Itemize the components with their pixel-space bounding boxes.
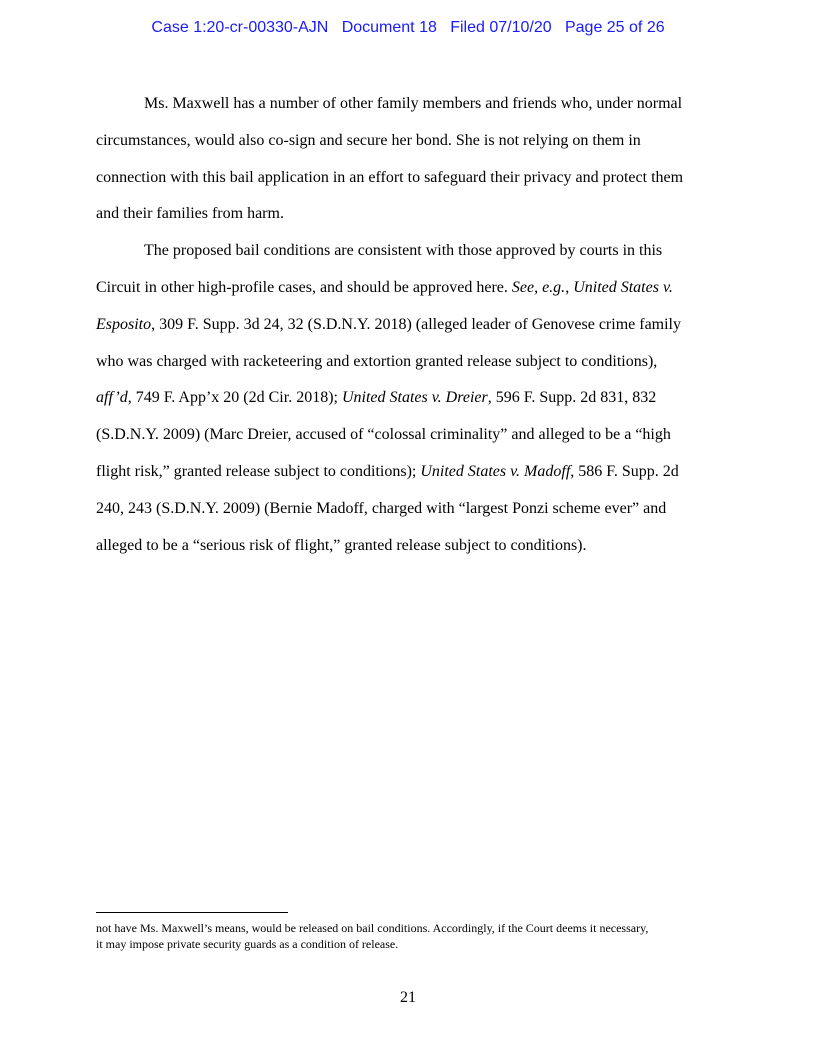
page-indicator: Page 25 of 26 [564, 19, 665, 36]
text-run: flight risk,” granted release subject to conditions); [96, 462, 421, 480]
footnote [96, 920, 722, 952]
footnote-line: not have Ms. Maxwell’s means, would be released on bail conditions. Accordingly, if the Court deems it necessary, [96, 921, 649, 935]
document-header [0, 18, 816, 38]
text-line: (S.D.N.Y. 2009) (Marc Dreier, accused of “colossal criminality” and alleged to be a “high [96, 426, 671, 444]
text-run: , 309 F. Supp. 3d 24, 32 (S.D.N.Y. 2018) (alleged leader of Genovese crime family [151, 315, 681, 333]
case-name: United States v. Madoff [420, 462, 571, 480]
filed-date: Filed 07/10/20 [450, 19, 552, 36]
text-run: , [565, 278, 574, 296]
text-line: who was charged with racketeering and extortion granted release subject to conditions), [96, 352, 658, 370]
text-line [96, 307, 718, 344]
text-line: circumstances, would also co-sign and secure her bond. She is not relying on them in [96, 131, 641, 149]
case-number: Case 1:20-cr-00330-AJN [151, 19, 329, 36]
footnote-line: it may impose private security guards as a condition of release. [96, 937, 399, 951]
text-line: Ms. Maxwell has a number of other family members and friends who, under normal [144, 95, 683, 112]
text-run: , 596 F. Supp. 2d 831, 832 [487, 389, 657, 407]
case-name: Esposito [96, 315, 152, 333]
text-run: , 749 F. App’x 20 (2d Cir. 2018); [127, 389, 342, 407]
text-line: alleged to be a “serious risk of flight,” granted release subject to conditions). [96, 536, 587, 554]
document-number: Document 18 [341, 19, 437, 36]
text-line: connection with this bail application in an effort to safeguard their privacy and protect them [96, 168, 684, 186]
paragraph-family-members [96, 86, 718, 233]
body-text [96, 86, 718, 564]
text-line [96, 270, 718, 307]
citation-signal: aff’d [96, 389, 128, 407]
footnote-divider [96, 912, 288, 913]
text-run: Circuit in other high-profile cases, and should be approved here. [96, 278, 512, 296]
text-line: The proposed bail conditions are consistent with those approved by courts in this [144, 242, 663, 260]
text-line [96, 380, 718, 417]
text-line [96, 454, 718, 491]
text-line: and their families from harm. [96, 205, 284, 223]
text-line: 240, 243 (S.D.N.Y. 2009) (Bernie Madoff, charged with “largest Ponzi scheme ever” and [96, 499, 667, 517]
page-number: 21 [400, 989, 416, 1006]
case-name: United States v. Dreier [341, 389, 488, 407]
paragraph-bail-conditions [96, 233, 718, 564]
text-run: , 586 F. Supp. 2d [570, 462, 679, 480]
case-name: United States v. [573, 278, 673, 296]
citation-signal: See, e.g. [511, 278, 566, 296]
